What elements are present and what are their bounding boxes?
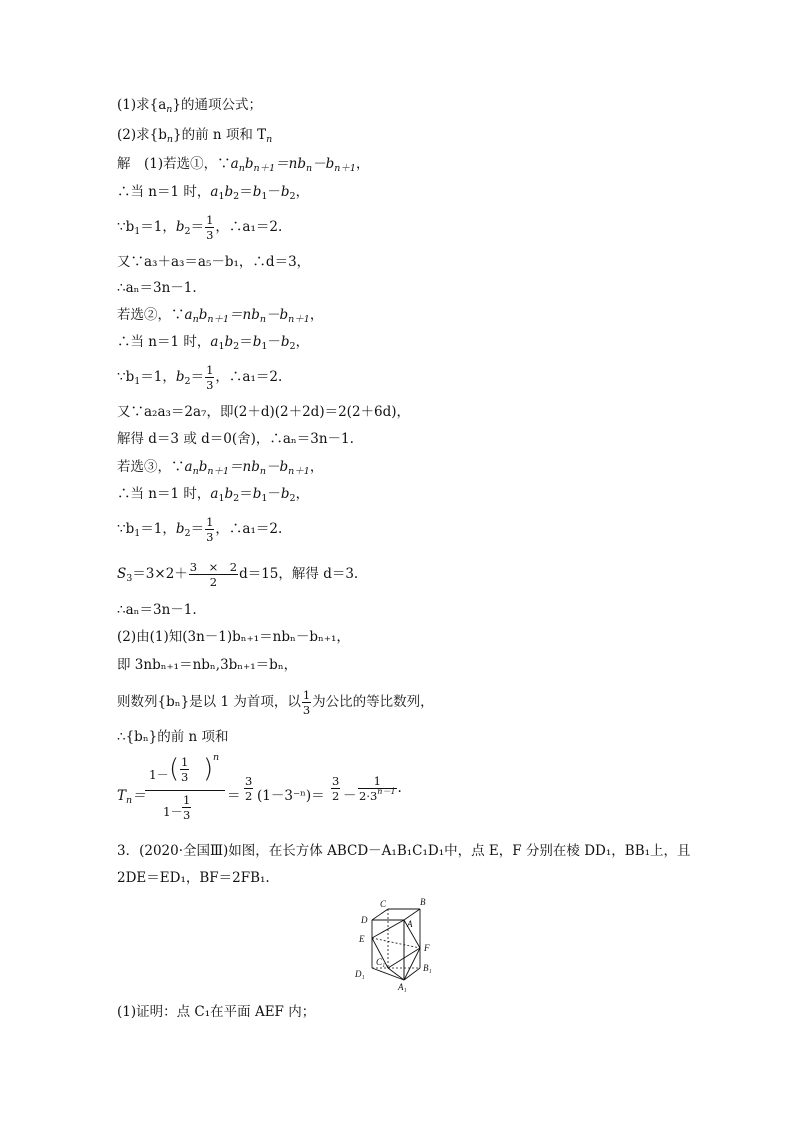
- solution-part2-line-2: 即 3nbₙ₊₁＝nbₙ,3bₙ₊₁＝bₙ，: [117, 657, 298, 673]
- label-C1: C₁: [376, 957, 386, 967]
- tn-big-fraction: 1－ ( $\frac{1}{3}$ ) n 1－ $\frac{1}{3}$: [145, 752, 225, 831]
- cuboid-figure: [352, 893, 442, 993]
- solution-line-1: 解 (1)若选①，$\because a_nb_{n+1}=nb_n-b_{n+1}$，: [117, 156, 370, 174]
- solution-line-10: 解得 d＝3 或 d＝0(舍)，∴aₙ＝3n－1.: [117, 431, 354, 447]
- label-A1: A₁: [398, 982, 407, 992]
- solution-part2-line-4: ∴{bₙ}的前 n 项和: [117, 729, 229, 745]
- label-F: F: [424, 943, 430, 953]
- question-3-line-1: 3．(2020·全国Ⅲ)如图，在长方体 ABCD－A₁B₁C₁D₁中，点 E，F 分别在棱 DD₁，BB₁上，且: [117, 843, 691, 859]
- solution-line-11: 若选③，$\because a_nb_{n+1}=nb_n-b_{n+1}$，: [117, 459, 324, 477]
- solution-line-2: ∴当 n＝1 时，$a_1b_2=b_1-b_2$，: [117, 184, 310, 202]
- solution-line-5: ∴aₙ＝3n－1.: [117, 280, 197, 296]
- label-B: B: [420, 897, 426, 907]
- question-part-1: (1)求$\{a_n\}$的通项公式；: [117, 97, 262, 115]
- solution-line-15: ∴aₙ＝3n－1.: [117, 602, 197, 618]
- solution-line-6: 若选②，$\because a_nb_{n+1}=nb_n-b_{n+1}$，: [117, 307, 324, 325]
- label-B1: B₁: [423, 963, 432, 973]
- label-D1: D₁: [355, 969, 365, 979]
- label-D: D: [361, 915, 368, 925]
- solution-line-14: $S_3=3\times 2+$ $\frac{3 \times 2}{2}$ d＝15，解得 d＝3.: [117, 560, 359, 589]
- question-3-line-2: 2DE＝ED₁，BF＝2FB₁.: [117, 870, 270, 886]
- label-E: E: [359, 934, 365, 944]
- solution-line-7: ∴当 n＝1 时，$a_1b_2=b_1-b_2$，: [117, 334, 310, 352]
- solution-line-4: 又∵a₃＋a₃＝a₅－b₁，∴d＝3，: [117, 254, 311, 270]
- solution-line-9: 又∵a₂a₃＝2a₇，即(2＋d)(2＋2d)＝2(2＋6d)，: [117, 404, 411, 420]
- solution-line-12: ∴当 n＝1 时，$a_1b_2=b_1-b_2$，: [117, 486, 310, 504]
- label-A: A: [407, 919, 413, 929]
- solution-line-3: $\because b_1=1$，$b_2=$ $\frac{1}{3}$ ，∴a₁＝2.: [117, 213, 283, 242]
- solution-part2-line-1: (2)由(1)知(3n－1)bₙ₊₁＝nbₙ－bₙ₊₁，: [117, 629, 350, 645]
- question-part-2: (2)求$\{b_n\}$的前 n 项和 $T_n$: [117, 127, 273, 145]
- solution-line-13: $\because b_1=1$，$b_2=$ $\frac{1}{3}$ ，∴a₁＝2.: [117, 515, 283, 544]
- question-3-sub-1: (1)证明：点 C₁在平面 AEF 内；: [117, 1004, 316, 1020]
- solution-part2-line-3: 则数列{bₙ}是以 1 为首项，以 $\frac{1}{3}$ 为公比的等比数列，: [117, 688, 434, 717]
- label-C: C: [380, 899, 387, 909]
- solution-line-8: $\because b_1=1$，$b_2=$ $\frac{1}{3}$ ，∴a₁＝2.: [117, 363, 283, 392]
